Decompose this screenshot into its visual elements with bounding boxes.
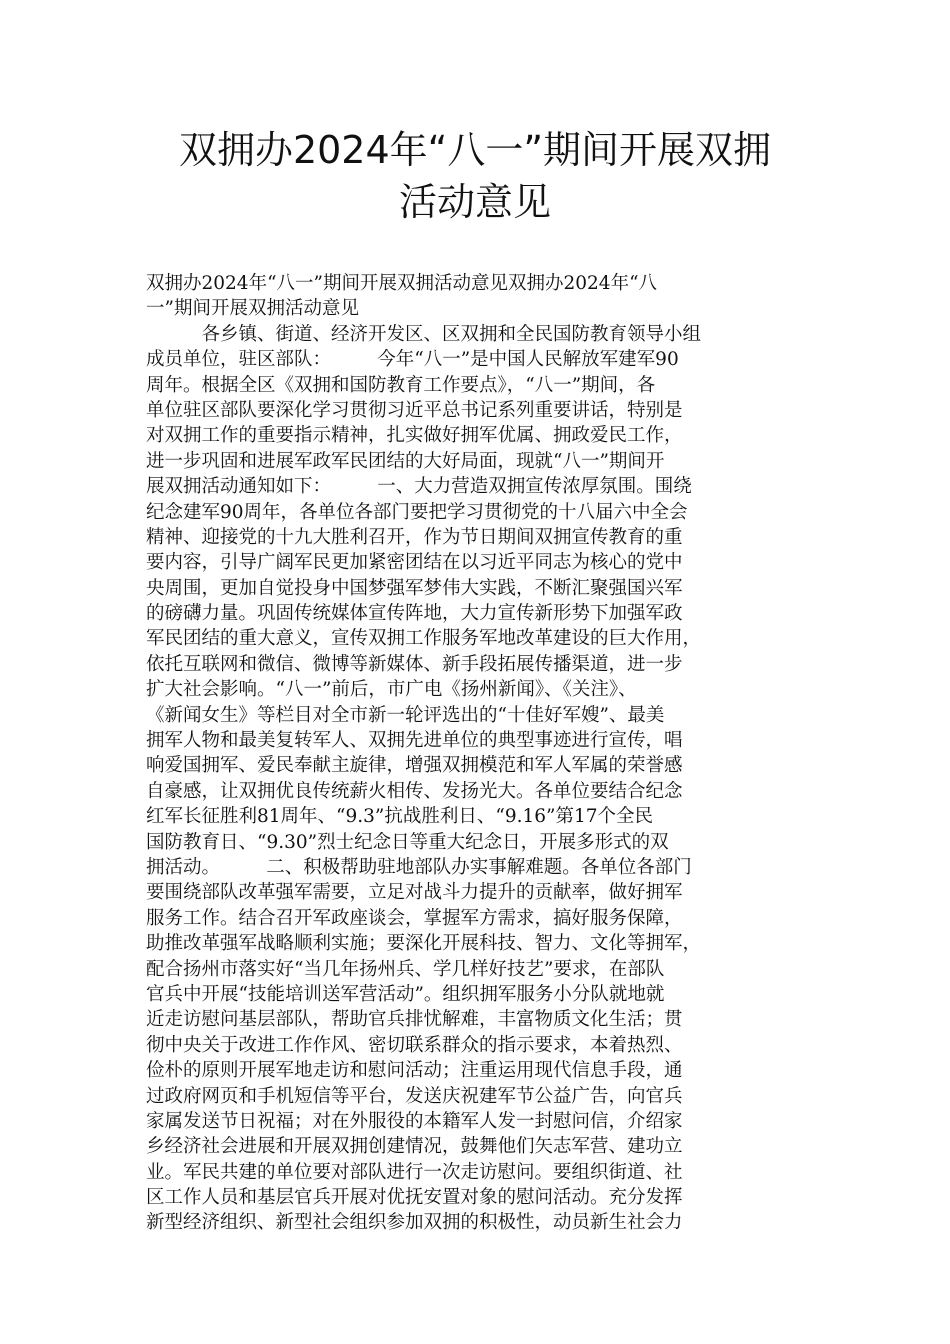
body-text-line: 央周围，更加自觉投身中国梦强军梦伟大实践，不断汇聚强国兴军 (146, 577, 683, 599)
body-text-line: 拥活动。 二、积极帮助驻地部队办实事解难题。各单位各部门 (146, 856, 692, 878)
body-text-line: 业。军民共建的单位要对部队进行一次走访慰问。要组织街道、社 (146, 1161, 683, 1183)
body-text-line: 周年。根据全区《双拥和国防教育工作要点》，“八一”期间，各 (146, 374, 656, 396)
body-text-line: 俭朴的原则开展军地走访和慰问活动；注重运用现代信息手段，通 (146, 1060, 683, 1082)
document-body (146, 271, 816, 1236)
body-text-line: 双拥办2024年“八一”期间开展双拥活动意见双拥办2024年“八 (146, 273, 658, 294)
body-text-line: 自豪感，让双拥优良传统薪火相传、发扬光大。各单位要结合纪念 (146, 780, 683, 802)
body-text-line: 纪念建军90周年，各单位各部门要把学习贯彻党的十八届六中全会 (146, 501, 688, 523)
body-text-line: 官兵中开展“技能培训送军营活动”。组织拥军服务小分队就地就 (146, 983, 665, 1005)
body-text-line: 精神、迎接党的十九大胜利召开，作为节日期间双拥宣传教育的重 (146, 526, 683, 548)
body-text-line: 各乡镇、街道、经济开发区、区双拥和全民国防教育领导小组 (146, 323, 702, 345)
body-text-line: 配合扬州市落实好“当几年扬州兵、学几样好技艺”要求，在部队 (146, 958, 665, 980)
body-text-line: 新型经济组织、新型社会组织参加双拥的积极性，动员新生社会力 (146, 1212, 683, 1234)
body-text-line: 展双拥活动通知如下： 一、大力营造双拥宣传浓厚氛围。围绕 (146, 476, 692, 498)
body-text-line: 一”期间开展双拥活动意见 (146, 298, 359, 320)
body-text-line: 近走访慰问基层部队，帮助官兵排忧解难，丰富物质文化生活；贯 (146, 1009, 683, 1031)
title-line-1: 双拥办2024年“八一”期间开展双拥 (178, 128, 772, 172)
body-text-line: 过政府网页和手机短信等平台，发送庆祝建军节公益广告，向官兵 (146, 1085, 683, 1107)
body-text-line: 响爱国拥军、爱民奉献主旋律，增强双拥模范和军人军属的荣誉感 (146, 755, 683, 777)
body-text-line: 国防教育日、“9.30”烈士纪念日等重大纪念日，开展多形式的双 (146, 831, 669, 853)
body-text-line: 的磅礴力量。巩固传统媒体宣传阵地，大力宣传新形势下加强军政 (146, 603, 683, 625)
body-text-line: 进一步巩固和进展军政军民团结的大好局面，现就“八一”期间开 (146, 450, 665, 472)
body-text-line: 要内容，引导广阔军民更加紧密团结在以习近平同志为核心的党中 (146, 552, 683, 574)
body-text-line: 《新闻女生》等栏目对全市新一轮评选出的“十佳好军嫂”、最美 (146, 704, 665, 726)
body-text-line: 单位驻区部队要深化学习贯彻习近平总书记系列重要讲话，特别是 (146, 399, 683, 421)
body-text-line: 服务工作。结合召开军政座谈会，掌握军方需求，搞好服务保障， (146, 907, 683, 929)
body-text-line: 要围绕部队改革强军需要，立足对战斗力提升的贡献率，做好拥军 (146, 882, 683, 904)
body-text-line: 助推改革强军战略顺利实施；要深化开展科技、智力、文化等拥军， (146, 933, 702, 955)
body-text-line: 拥军人物和最美复转军人、双拥先进单位的典型事迹进行宣传，唱 (146, 730, 683, 752)
body-text-line: 彻中央关于改进工作作风、密切联系群众的指示要求，本着热烈、 (146, 1034, 683, 1056)
body-text-line: 依托互联网和微信、微博等新媒体、新手段拓展传播渠道，进一步 (146, 653, 683, 675)
body-text-line: 区工作人员和基层官兵开展对优抚安置对象的慰问活动。充分发挥 (146, 1187, 683, 1209)
body-text-line: 家属发送节日祝福；对在外服役的本籍军人发一封慰问信，介绍家 (146, 1110, 683, 1132)
body-text-line: 乡经济社会进展和开展双拥创建情况，鼓舞他们矢志军营、建功立 (146, 1136, 683, 1158)
body-text-line: 对双拥工作的重要指示精神，扎实做好拥军优属、拥政爱民工作， (146, 425, 683, 447)
title-line-2: 活动意见 (398, 180, 551, 224)
body-text-line: 扩大社会影响。“八一”前后，市广电《扬州新闻》、《关注》、 (146, 679, 637, 701)
body-text-line: 红军长征胜利81周年、“9.3”抗战胜利日、“9.16”第17个全民 (146, 806, 654, 828)
body-text-line: 军民团结的重大意义，宣传双拥工作服务军地改革建设的巨大作用， (146, 628, 702, 650)
document-title (120, 124, 830, 228)
body-text-line: 成员单位，驻区部队： 今年“八一”是中国人民解放军建军90 (146, 349, 679, 371)
